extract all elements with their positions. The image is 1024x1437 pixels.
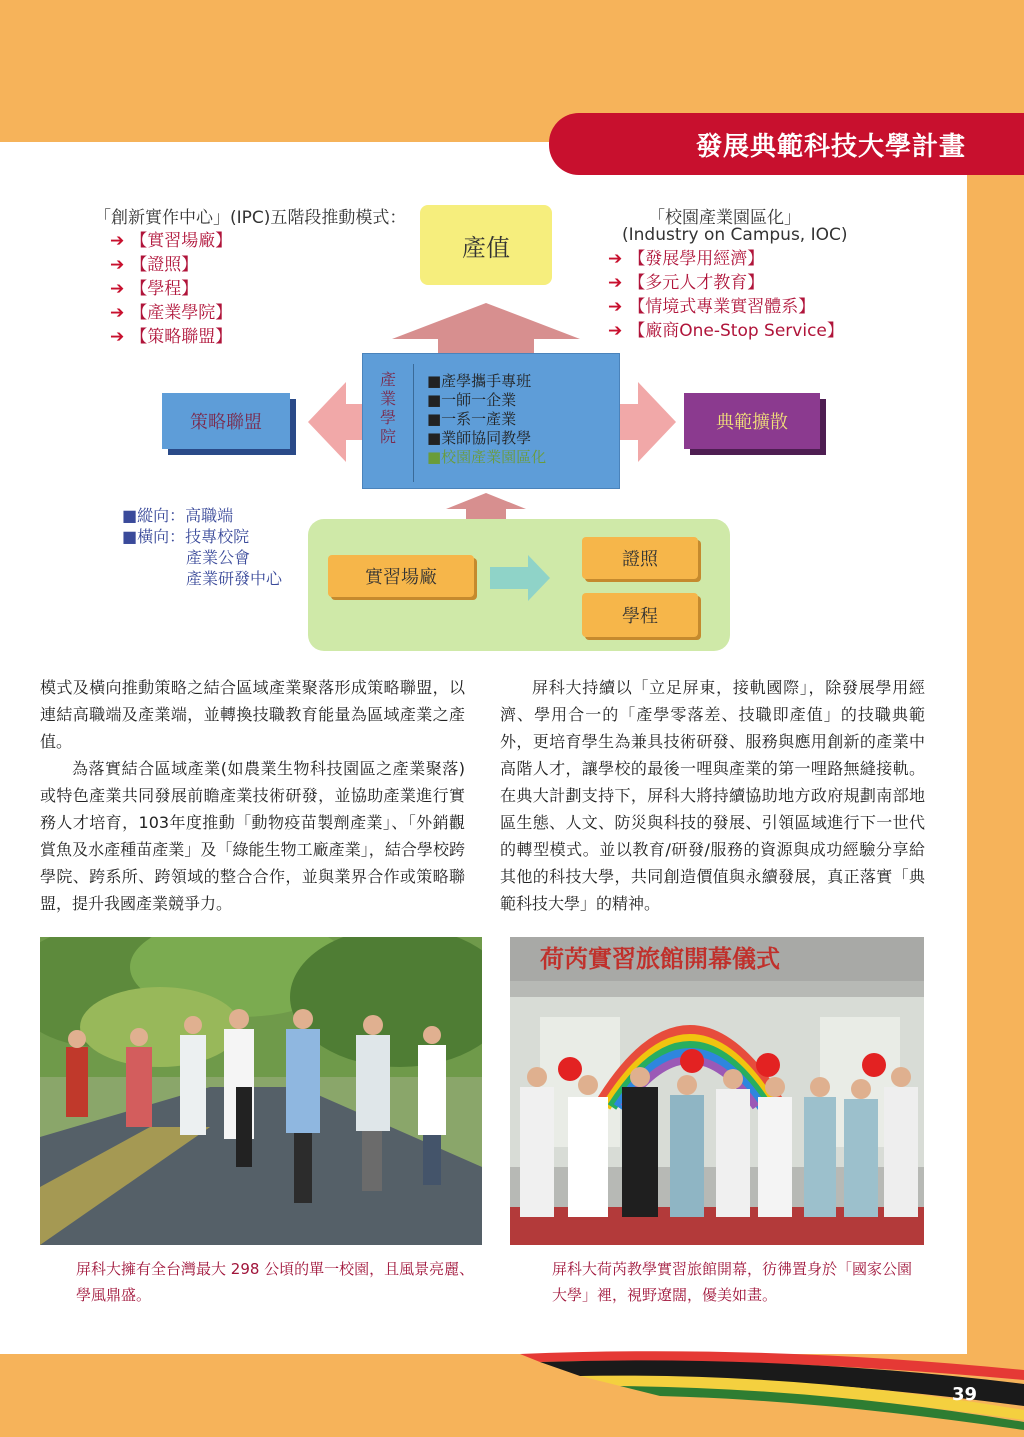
right-list-item: ➔ 【多元人才教育】 xyxy=(608,273,765,293)
left-arrow-icon xyxy=(308,382,366,462)
left-list-item: ➔ 【學程】 xyxy=(110,279,199,299)
center-item: ■產學攜手專班 xyxy=(427,372,532,390)
note-line: ■橫向：技專校院 xyxy=(122,527,250,546)
right-list-item: ➔ 【情境式專業實習體系】 xyxy=(608,297,816,317)
arrow-right-icon: ➔ xyxy=(110,327,125,347)
left-list-item: ➔ 【實習場廠】 xyxy=(110,231,233,251)
certificate-box: 證照 xyxy=(582,537,698,579)
practice-factory-box: 實習場廠 xyxy=(328,555,474,597)
program-box: 學程 xyxy=(582,593,698,637)
arrow-right-icon: ➔ xyxy=(608,249,623,269)
arrow-right-icon: ➔ xyxy=(608,321,623,341)
title-banner xyxy=(549,113,1024,175)
left-list-item: ➔ 【策略聯盟】 xyxy=(110,327,233,347)
right-heading: 「校園產業園區化」 xyxy=(648,208,801,228)
center-item-highlight: ■校園產業園區化 xyxy=(427,448,547,466)
strategic-alliance-box: 策略聯盟 xyxy=(162,393,290,449)
photo-caption-left: 屏科大擁有全台灣最大 298 公頃的單一校園，且風景亮麗、學風鼎盛。 xyxy=(76,1260,475,1304)
output-value-box: 產值 xyxy=(420,205,552,285)
center-item-list xyxy=(427,372,546,467)
right-margin-strip xyxy=(967,142,1024,1354)
arrow-right-icon: ➔ xyxy=(110,279,125,299)
direction-notes xyxy=(122,505,282,589)
industry-college-label: 產 業 學 院 xyxy=(379,370,396,446)
campus-photo xyxy=(40,937,482,1245)
hotel-opening-photo xyxy=(510,937,924,1245)
photo-caption-right: 屏科大荷芮教學實習旅館開幕，彷彿置身於「國家公園大學」裡，視野遼闊，優美如畫。 xyxy=(552,1260,913,1304)
industry-college-box xyxy=(362,353,620,489)
arrow-right-icon: ➔ xyxy=(608,297,623,317)
page-number: 39 xyxy=(952,1384,978,1405)
left-column xyxy=(40,674,465,917)
arrow-right-icon: ➔ xyxy=(110,231,125,251)
left-list xyxy=(110,229,232,349)
teal-arrow-icon xyxy=(490,555,550,601)
right-column xyxy=(500,674,925,917)
ipc-diagram xyxy=(40,185,940,655)
arrow-right-icon: ➔ xyxy=(110,303,125,323)
paragraph: 模式及橫向推動策略之結合區域產業聚落形成策略聯盟，以連結高職端及產業端，並轉換技職教育能量為區域產業之產值。 xyxy=(40,678,465,751)
right-list-item: ➔ 【廠商One-Stop Service】 xyxy=(608,321,844,341)
arrow-right-icon: ➔ xyxy=(110,255,125,275)
center-item: ■業師協同教學 xyxy=(427,429,532,447)
paragraph: 為落實結合區域產業(如農業生物科技園區之產業聚落)或特色產業共同發展前瞻產業技術研發，並協助產業進行實務人才培育，103年度推動「動物疫苗製劑產業」、「外銷觀賞魚及水產種苗產業」及「綠能生物工廠產業」，結合學校跨學院、跨系所、跨領域的整合合作，並與業界合作或策略聯盟，提升我國產業競爭力。 xyxy=(40,759,465,913)
right-list xyxy=(608,247,844,343)
note-line: ■縱向：高職端 xyxy=(122,506,234,525)
center-item: ■一系一產業 xyxy=(427,410,517,428)
left-heading: 「創新實作中心」(IPC)五階段推動模式： xyxy=(94,208,407,228)
decorative-stripes xyxy=(0,1340,1024,1437)
page-title: 發展典範科技大學計畫 xyxy=(695,131,966,162)
left-list-item: ➔ 【證照】 xyxy=(110,255,199,275)
note-line: 產業公會 xyxy=(186,548,251,567)
arrow-right-icon: ➔ xyxy=(608,273,623,293)
paragraph: 屏科大持續以「立足屏東，接軌國際」，除發展學用經濟、學用合一的「產學零落差、技職即產值」的技職典範外，更培育學生為兼具技術研發、服務與應用創新的產業中高階人才，讓學校的最後一哩與產業的第一哩路無縫接軌。在典大計劃支持下，屏科大將持續協助地方政府規劃南部地區生態、人文、防災與科技的發展、引領區域進行下一世代的轉型模式。並以教育/研發/服務的資源與成功經驗分享給其他的科技大學，共同創造價值與永續發展，真正落實「典範科技大學」的精神。 xyxy=(500,678,925,913)
right-arrow-icon xyxy=(618,382,676,462)
note-line: 產業研發中心 xyxy=(186,569,283,588)
center-item: ■一師一企業 xyxy=(427,391,517,409)
model-diffusion-box: 典範擴散 xyxy=(684,393,820,449)
practice-green-box xyxy=(308,519,730,651)
right-list-item: ➔ 【發展學用經濟】 xyxy=(608,249,765,269)
left-list-item: ➔ 【產業學院】 xyxy=(110,303,233,323)
divider xyxy=(413,364,414,482)
event-sign-text: 荷芮實習旅館開幕儀式 xyxy=(540,945,780,973)
right-heading-english: (Industry on Campus, IOC) xyxy=(622,225,848,245)
